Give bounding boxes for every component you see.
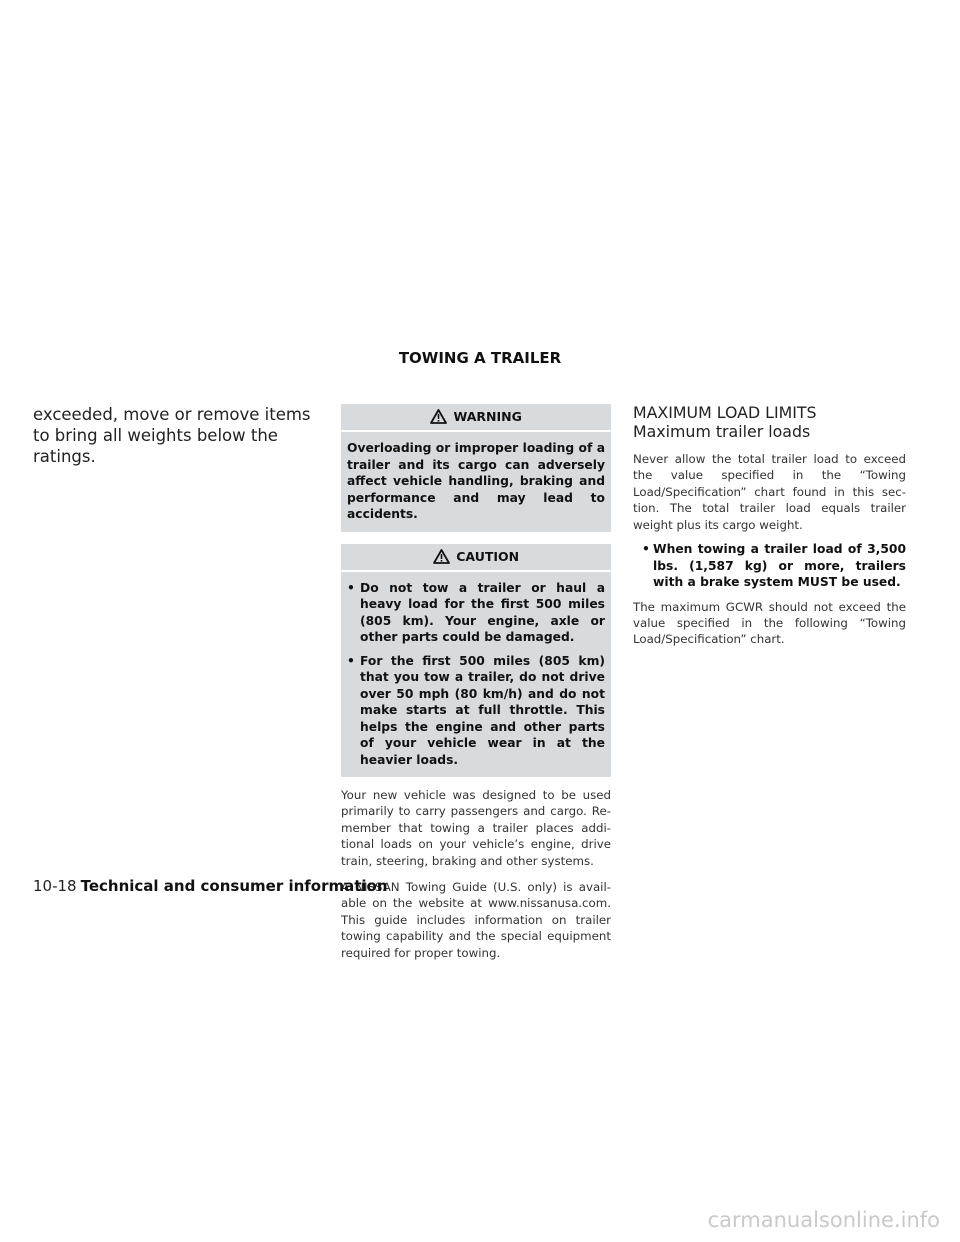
caution-box	[341, 544, 611, 778]
warning-text: Overloading or improper loading of a trailer and its cargo can adversely affect vehicle handling, braking and performance and may lead to accidents.	[347, 441, 605, 521]
warning-header	[341, 404, 611, 432]
heading-max-load-limits: MAXIMUM LOAD LIMITS	[633, 403, 817, 422]
caution-header	[341, 544, 611, 572]
caution-item: • For the first 500 miles (805 km) that you tow a trailer, do not drive over 50 mph (80 km/h) and do not make starts at full throttle. This helps the engine and other parts of your vehicle wear in at the heavier loads.	[347, 653, 605, 769]
section-title: TOWING A TRAILER	[398, 349, 562, 367]
caution-item: • Do not tow a trailer or haul a heavy load for the first 500 miles (805 km). Your engine, axle or other parts could be damaged.	[347, 580, 605, 646]
body-paragraph: Your new vehicle was designed to be used primarily to carry passengers and cargo. Remember that towing a trailer places additional loads on your vehicle’s engine, drive train, steering, braking and other systems.	[341, 788, 611, 868]
body-paragraph: A NISSAN Towing Guide (U.S. only) is available on the website at www.nissanusa.com. This guide includes information on trailer towing capability and the special equipment required for proper towing.	[341, 880, 611, 960]
heading-max-trailer-loads: Maximum trailer loads	[633, 421, 811, 441]
caution-body	[341, 572, 611, 778]
body-paragraph: The maximum GCWR should not exceed the value specified in the following “Towing Load/Specification” chart.	[633, 599, 906, 647]
warning-triangle-icon	[433, 549, 456, 564]
warning-box	[341, 404, 611, 532]
watermark: carmanualsonline.info	[707, 1208, 940, 1232]
footer-title: Technical and consumer information	[80, 877, 388, 895]
warning-triangle-icon	[430, 409, 453, 424]
caution-label: CAUTION	[456, 548, 520, 564]
column-left	[33, 404, 323, 467]
page-footer	[33, 877, 388, 895]
continued-text: exceeded, move or remove items to bring all weights below the ratings.	[33, 405, 311, 466]
page-number: 10-18	[33, 877, 77, 895]
column-right	[633, 404, 906, 648]
body-paragraph: Never allow the total trailer load to exceed the value specified in the “Towing Load/Specification” chart found in this section. The total trailer load equals trailer weight plus its cargo weight.	[633, 452, 906, 532]
warning-label: WARNING	[453, 409, 522, 424]
bold-bullet: • When towing a trailer load of 3,500 lbs. (1,587 kg) or more, trailers with a brake system MUST be used.	[633, 541, 906, 591]
